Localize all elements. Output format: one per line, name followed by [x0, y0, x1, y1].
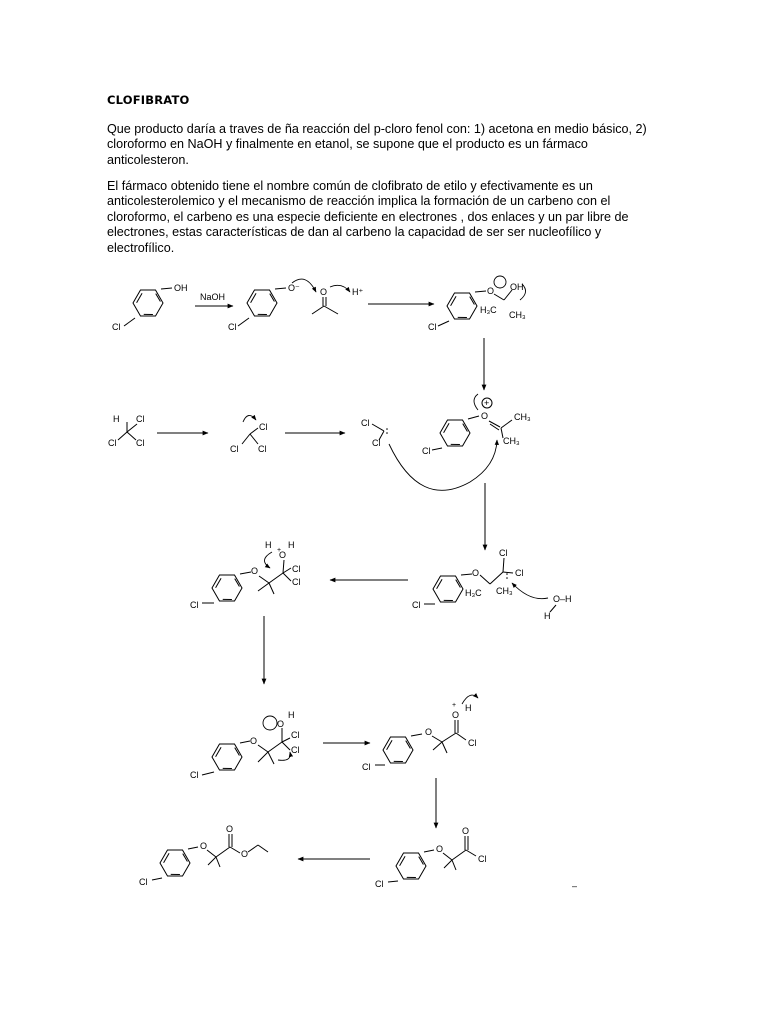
label-ch3: CH₃ [503, 436, 520, 446]
label-cl: Cl [108, 438, 117, 448]
label-h: H [265, 540, 272, 550]
molecule-trichloromethanide [230, 415, 268, 454]
label-h: H [288, 710, 295, 720]
label-o: O [472, 568, 480, 578]
label-o: O [200, 841, 208, 851]
molecule-chloroform [108, 414, 145, 448]
label-cl: Cl [478, 854, 487, 864]
molecule-protonated-acyl-chloride [362, 695, 478, 772]
label-cl: Cl [372, 438, 381, 448]
label-cl: Cl [292, 564, 301, 574]
label-cl: Cl [230, 444, 239, 454]
molecule-hemiketal [428, 276, 526, 332]
label-cl: Cl [515, 568, 524, 578]
molecule-carbene-adduct [412, 548, 572, 621]
molecule-acyl-chloride [375, 826, 487, 889]
label-naoh: NaOH [200, 292, 226, 302]
label-cl: Cl [291, 745, 300, 755]
label-o: O [226, 824, 234, 834]
label-o: O [487, 286, 495, 296]
label-h-plus: H⁺ [352, 287, 364, 297]
label-cl: Cl [259, 422, 268, 432]
label-o: O [462, 826, 470, 836]
label-o: O [436, 844, 444, 854]
label-oh: OH [510, 282, 524, 292]
label-cl: Cl [258, 444, 267, 454]
molecule-p-chlorophenol [112, 283, 188, 332]
label-o: O [279, 550, 287, 560]
label-plus: + [277, 547, 282, 554]
label-plus: + [484, 398, 490, 408]
label-o-minus: O⁻ [288, 283, 300, 293]
label-cl: Cl [190, 600, 199, 610]
label-o: O [452, 710, 460, 720]
label-oh: OH [174, 283, 188, 293]
label-o: O [251, 566, 259, 576]
label-o: O [241, 849, 249, 859]
label-o: O [320, 287, 328, 297]
label-h: H [288, 540, 295, 550]
arrow-carbene-attack [389, 440, 497, 490]
molecule-phenoxide-acetone [228, 279, 363, 332]
molecule-dichlorocarbene [361, 418, 388, 448]
molecule-oxocarbenium [422, 394, 531, 456]
label-cl: Cl [292, 577, 301, 587]
label-cl: Cl [428, 322, 437, 332]
label-o: O [425, 727, 433, 737]
document-title: CLOFIBRATO [107, 93, 190, 107]
label-h: H [465, 703, 472, 713]
label-cl: Cl [136, 414, 145, 424]
label-h3c: H₃C [480, 305, 497, 315]
molecule-ethyl-clofibrate [139, 824, 268, 887]
label-cl: Cl [412, 600, 421, 610]
label-cl: Cl [190, 770, 199, 780]
label-plus: + [452, 702, 457, 709]
molecule-oxonium-intermediate [190, 540, 301, 610]
label-cl: Cl [228, 322, 237, 332]
label-h: H [544, 611, 551, 621]
label-cl: Cl [422, 446, 431, 456]
paragraph-question: Que producto daría a traves de ña reacción del p-cloro fenol con: 1) acetona en medio básico, 2) cloroformo en NaOH y finalmente en etanol, se supone que el producto es un fármaco anticolesteron. [107, 122, 647, 167]
label-ch3: CH₃ [509, 310, 526, 320]
label-cl: Cl [136, 438, 145, 448]
stray-mark: – [572, 881, 578, 891]
molecule-chlorohydrin [190, 710, 300, 780]
label-cl: Cl [361, 418, 370, 428]
label-ch3: CH₃ [514, 412, 531, 422]
label-cl: Cl [375, 879, 384, 889]
label-o: O [481, 411, 489, 421]
label-h: H [113, 414, 120, 424]
label-cl: Cl [499, 548, 508, 558]
label-cl: Cl [362, 762, 371, 772]
label-o-h: O–H [553, 594, 572, 604]
paragraph-explanation: El fármaco obtenido tiene el nombre común de clofibrato de etilo y efectivamente es un anticolesterolemico y el mecanismo de reacción implica la formación de un carbeno con el cloroformo, el carbeno es una especie deficiente en electrones , dos enlaces y un par libre de electrones, estas características de dan al carbeno la capacidad de ser ser nucleofílico y electrofílico. [107, 179, 629, 255]
label-ch3: CH₃ [496, 586, 513, 596]
label-o: O [277, 719, 285, 729]
label-o: O [250, 736, 258, 746]
label-cl: Cl [291, 730, 300, 740]
label-cl: Cl [468, 738, 477, 748]
label-cl: Cl [139, 877, 148, 887]
label-cl: Cl [112, 322, 121, 332]
label-h3c: H₃C [465, 588, 482, 598]
